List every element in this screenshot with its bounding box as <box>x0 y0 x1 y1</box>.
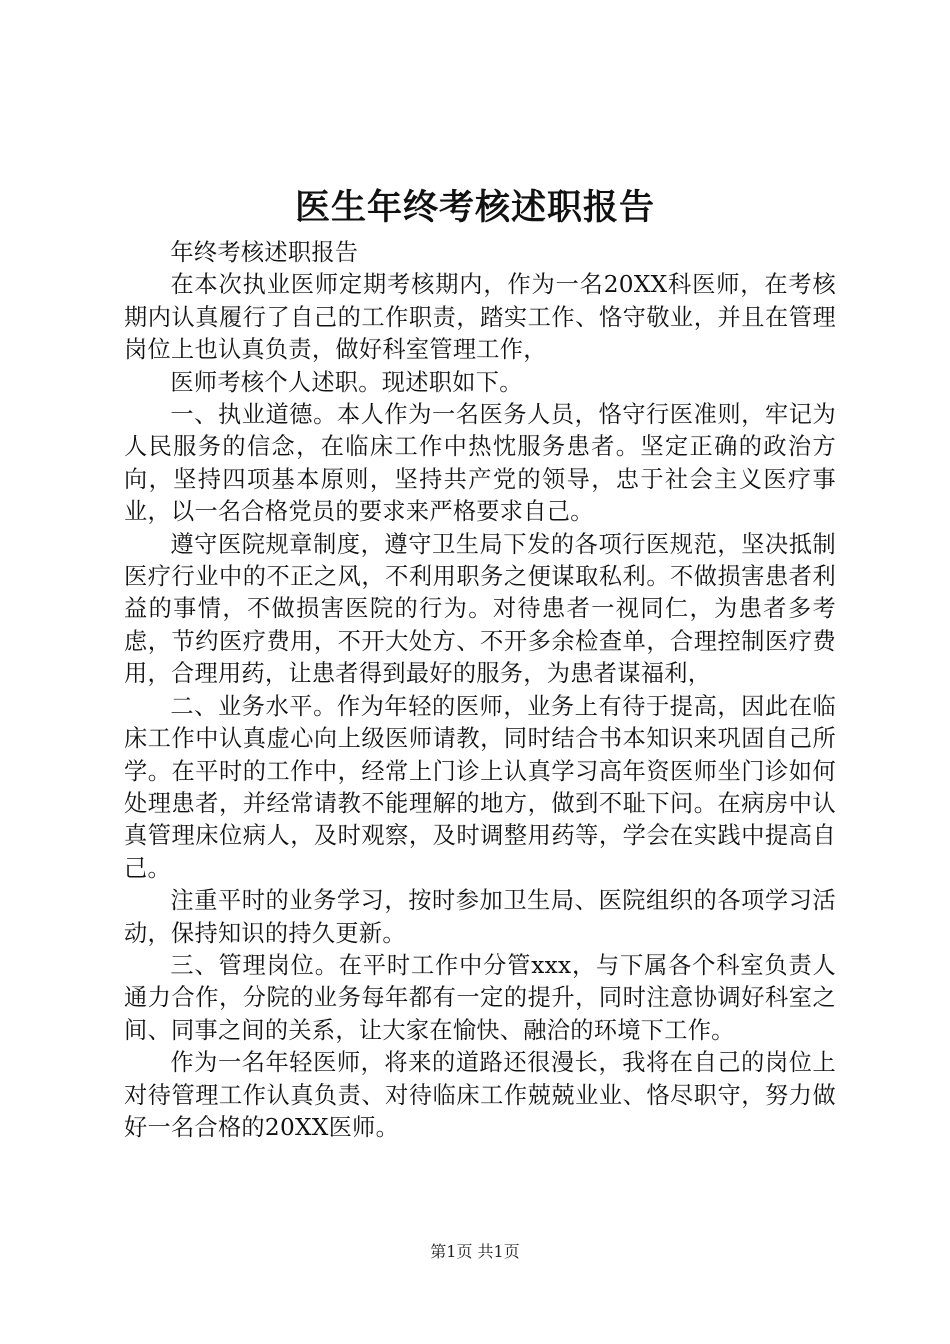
page-footer: 第1页 共1页 <box>430 1242 520 1261</box>
paragraph-study: 注重平时的业务学习，按时参加卫生局、医院组织的各项学习活动，保持知识的持久更新。 <box>124 887 836 947</box>
paragraph-rules: 遵守医院规章制度，遵守卫生局下发的各项行医规范，坚决抵制医疗行业中的不正之风，不利用职务之便谋取私利。不做损害患者利益的事情，不做损害医院的行为。对待患者一视同仁，为患者多考虑，节约医疗费用，不开大处方、不开多余检查单，合理控制医疗费用，合理用药，让患者得到最好的服务，为患者谋福利， <box>124 530 836 688</box>
paragraph-heading: 年终考核述职报告 <box>170 239 359 266</box>
paragraph-skills: 二、业务水平。作为年轻的医师，业务上有待于提高，因此在临床工作中认真虚心向上级医师请教，同时结合书本知识来巩固自己所学。在平时的工作中，经常上门诊上认真学习高年资医师坐门诊如何处理患者，并经常请教不能理解的地方，做到不耻下问。在病房中认真管理床位病人，及时观察，及时调整用药等，学会在实践中提高自己。 <box>124 692 836 882</box>
document-body <box>124 237 836 1144</box>
paragraph-conclusion: 作为一名年轻医师，将来的道路还很漫长，我将在自己的岗位上对待管理工作认真负责、对待临床工作兢兢业业、恪尽职守，努力做好一名合格的20XX医师。 <box>124 1049 836 1141</box>
paragraph-ethics: 一、执业道德。本人作为一名医务人员，恪守行医准则，牢记为人民服务的信念，在临床工作中热忱服务患者。坚定正确的政治方向，坚持四项基本原则，坚持共产党的领导，忠于社会主义医疗事业，以一名合格党员的要求来严格要求自己。 <box>124 401 836 526</box>
paragraph-management: 三、管理岗位。在平时工作中分管xxx，与下属各个科室负责人通力合作，分院的业务每年都有一定的提升，同时注意协调好科室之间、同事之间的关系，让大家在愉快、融洽的环境下工作。 <box>124 951 836 1044</box>
document-title: 医生年终考核述职报告 <box>294 187 655 228</box>
paragraph-intro: 在本次执业医师定期考核期内，作为一名20XX科医师，在考核期内认真履行了自己的工作职责，踏实工作、恪守敬业，并且在管理岗位上也认真负责，做好科室管理工作， <box>124 271 836 364</box>
paragraph-statement: 医师考核个人述职。现述职如下。 <box>170 368 523 396</box>
